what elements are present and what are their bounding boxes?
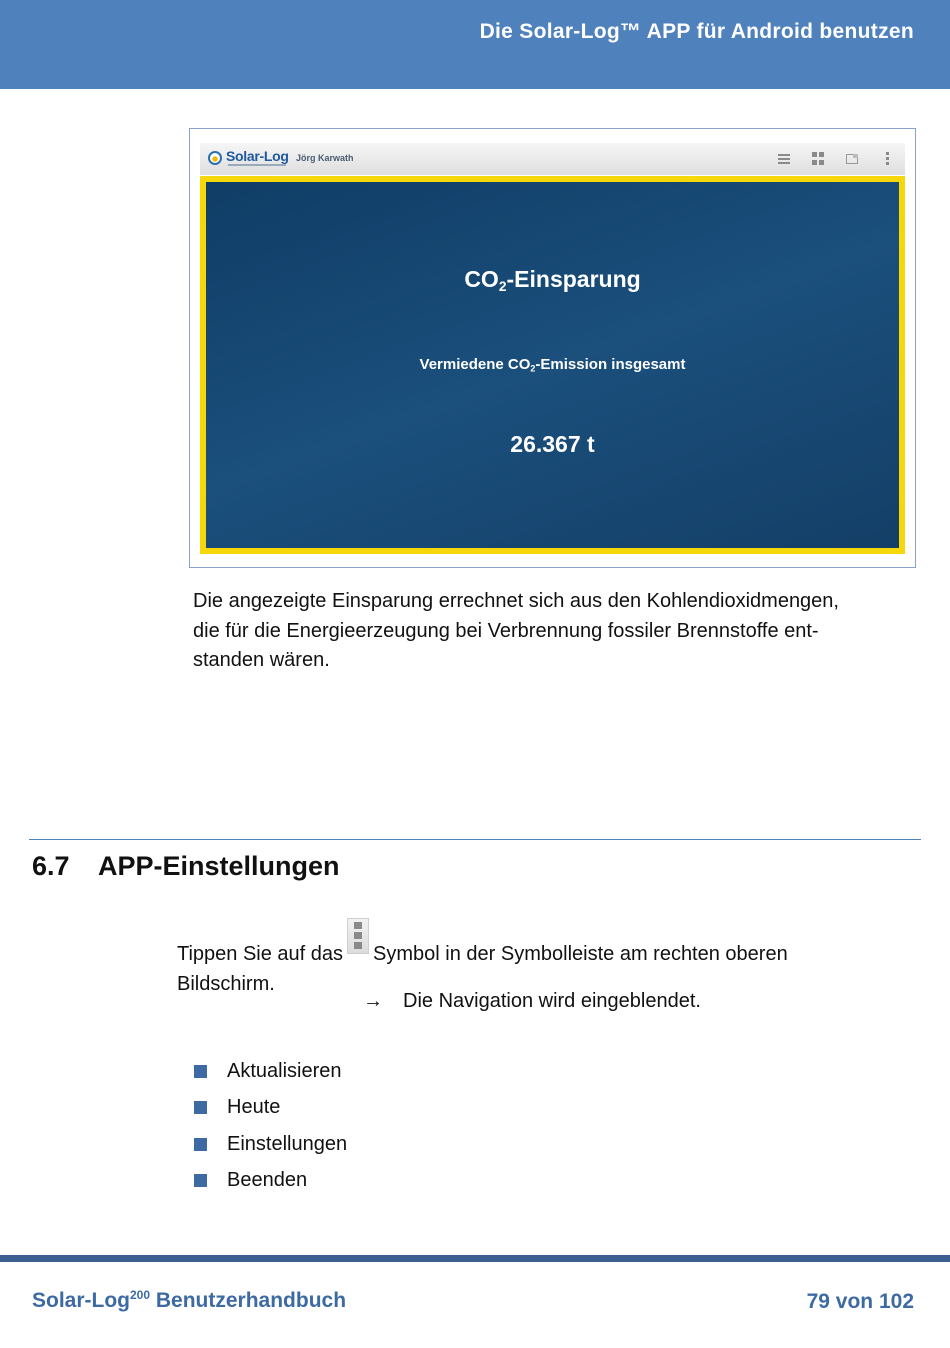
grid-icon [812, 152, 826, 166]
list-item: Einstellungen [194, 1126, 347, 1163]
page-number: 79 von 102 [806, 1290, 914, 1313]
co2-panel [206, 182, 899, 548]
co2-panel-value: 26.367 t [510, 431, 595, 457]
bullet-square-icon [194, 1174, 207, 1187]
more-vert-icon [347, 918, 369, 954]
list-item: Beenden [194, 1163, 347, 1200]
footer-manual-title: Solar-Log$^{200}$ Benutzerhandbuch [32, 1288, 347, 1312]
page-header [0, 0, 950, 89]
result-text: Die Navigation wird eingeblendet. [403, 990, 701, 1012]
bullet-square-icon [194, 1065, 207, 1078]
section-divider [29, 839, 921, 840]
caption-line: standen wären. [193, 649, 330, 671]
app-screenshot [189, 128, 916, 568]
solar-log-logo-icon [208, 151, 222, 165]
footer-divider [0, 1255, 950, 1262]
more-vert-icon [886, 152, 890, 166]
expand-icon [846, 154, 858, 164]
section-heading [32, 851, 340, 882]
menu-items-list [194, 1053, 347, 1199]
instruction-result [363, 990, 701, 1013]
caption-line: Die angezeigte Einsparung errechnet sich aus den Kohlendioxidmengen, [193, 590, 839, 612]
section-title: APP-Einstellungen [98, 851, 340, 881]
app-logo-text: Solar-Log [226, 148, 289, 164]
list-icon [777, 152, 791, 166]
bullet-square-icon [194, 1101, 207, 1114]
co2-panel-subtitle: Vermiedene $CO_2$-Emission insgesamt [419, 356, 686, 374]
co2-panel-frame [200, 176, 905, 554]
arrow-right-icon: → [363, 990, 383, 1012]
section-number: 6.7 [32, 851, 70, 881]
instruction-text [177, 930, 917, 999]
co2-panel-title: $CO_2$-Einsparung [464, 266, 641, 295]
instruction-line: Bildschirm. [177, 972, 275, 995]
instruction-line: Tippen Sie auf das Symbol in der Symbolleiste am rechten oberen [177, 930, 917, 970]
app-user-name: Jörg Karwath [296, 153, 354, 163]
list-item: Aktualisieren [194, 1053, 347, 1090]
header-title: Die Solar-Log™ APP für Android benutzen [479, 20, 914, 43]
caption-line: die für die Energieerzeugung bei Verbrennung fossiler Brennstoffe ent- [193, 619, 819, 642]
bullet-square-icon [194, 1138, 207, 1151]
logo-tagline-line [228, 164, 286, 166]
app-toolbar [200, 143, 905, 175]
list-item: Heute [194, 1090, 347, 1127]
screenshot-caption [193, 587, 933, 676]
